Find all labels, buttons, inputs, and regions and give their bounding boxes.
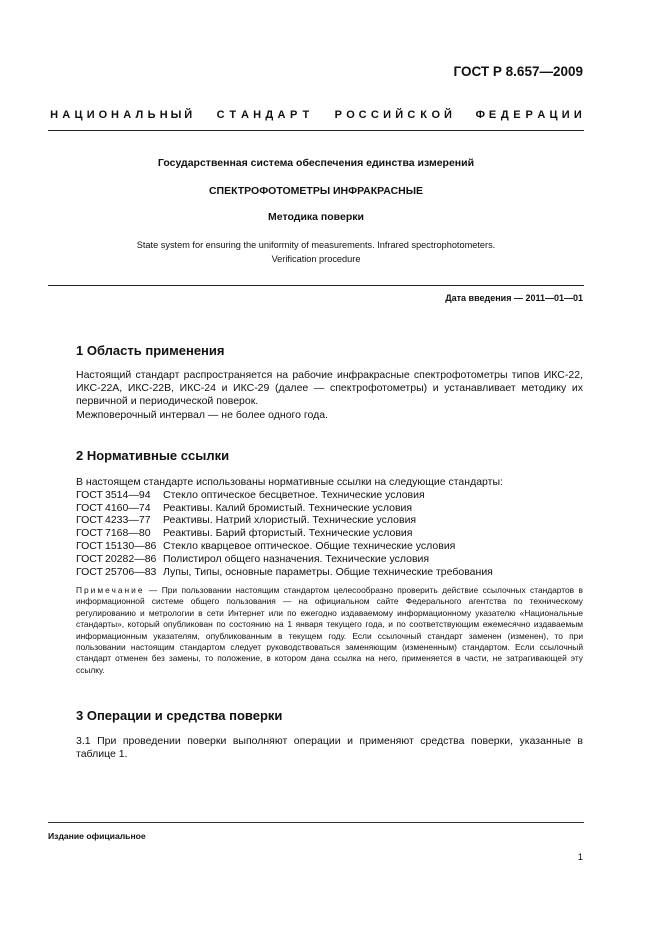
reference-list	[76, 476, 583, 578]
header-divider	[48, 130, 584, 131]
banner-letter: И	[86, 109, 95, 121]
reference-prefix: ГОСТ	[76, 552, 103, 565]
banner-word	[48, 109, 194, 121]
banner-letter: К	[420, 109, 427, 121]
banner-letter: Е	[488, 109, 497, 121]
banner-word	[214, 109, 312, 121]
banner-letter: О	[98, 109, 108, 121]
scope-text: Настоящий стандарт распространяется на рабочие инфракрасные спектрофотометры типов ИКС-22, ИКС-22А, ИКС-22В, ИКС-24 и ИКС-29 (далее — спектрофотометры) и устанавливает методику их первичной и периодической поверок.	[76, 369, 583, 408]
banner-letter: А	[537, 109, 546, 121]
note-block	[76, 585, 583, 676]
english-title	[48, 238, 584, 266]
banner-letter: И	[561, 109, 570, 121]
banner-letter: С	[407, 109, 416, 121]
banner-letter: Ф	[475, 109, 486, 121]
banner-letter: А	[277, 109, 286, 121]
gost-code: ГОСТ Р 8.657—2009	[453, 64, 583, 79]
reference-prefix: ГОСТ	[76, 539, 103, 552]
banner-letter: Л	[135, 109, 144, 121]
reference-prefix: ГОСТ	[76, 514, 103, 527]
banner-letter: Й	[395, 109, 404, 121]
banner-letter: И	[573, 109, 582, 121]
section-2-heading: 2 Нормативные ссылки	[76, 448, 230, 463]
reference-prefix: ГОСТ	[76, 501, 103, 514]
reference-prefix: ГОСТ	[76, 527, 103, 540]
banner-letter: Е	[513, 109, 521, 121]
banner-letter: Ы	[170, 109, 182, 121]
footer-divider	[48, 822, 584, 823]
reference-prefix: ГОСТ	[76, 488, 103, 501]
note-text: — При пользовании настоящим стандартом целесообразно проверить действие ссылочных стандартов в информационной системе общего пользования — на официальном сайте Федерального агентства по техническому регулированию и метрологии в сети Интернет или по ежегодно издаваемому информационному указателю «Национальные стандарты», который опубликован по состоянию на 1 января текущего года, и по соответствующим ежемесячно издаваемым информационным указателям, опубликованным в текущем году. Если ссылочный стандарт заменен (изменен), то при пользовании настоящим стандартом следует руководствоваться заменяющим (измененным) стандартом. Если ссылочный стандарт отменен без замены, то положение, в котором дана ссылка на него, применяется в части, не затрагивающей эту ссылку.	[76, 585, 583, 675]
banner-letter: С	[216, 109, 225, 121]
reference-number: 3514—94	[105, 488, 151, 501]
edition-label: Издание официальное	[48, 831, 146, 841]
banner-letter: Н	[159, 109, 168, 121]
section-1-paragraph	[76, 369, 583, 422]
banner-letter: Р	[334, 109, 342, 121]
references-intro: В настоящем стандарте использованы нормативные ссылки на следующие стандарты:	[76, 476, 503, 488]
reference-number: 7168—80	[105, 527, 151, 540]
reference-prefix: ГОСТ	[76, 565, 103, 578]
national-standard-banner	[48, 109, 584, 121]
banner-letter: Д	[265, 109, 274, 121]
reference-row	[76, 489, 583, 502]
banner-letter: Р	[525, 109, 533, 121]
banner-letter: Р	[290, 109, 298, 121]
reference-row	[76, 540, 583, 553]
section-3-paragraph: 3.1 При проведении поверки выполняют операции и применяют средства поверки, указанные в таблице 1.	[76, 735, 583, 761]
banner-letter: С	[370, 109, 379, 121]
reference-title: Стекло кварцевое оптическое. Общие технические условия	[163, 539, 456, 552]
banner-letter: А	[240, 109, 249, 121]
banner-letter: Н	[111, 109, 119, 121]
banner-letter: С	[358, 109, 367, 121]
banner-word	[332, 109, 454, 121]
title-divider	[48, 285, 584, 286]
reference-title: Лупы, Типы, основные параметры. Общие технические требования	[163, 565, 493, 578]
reference-title: Реактивы. Натрий хлористый. Технические условия	[163, 514, 417, 527]
reference-row	[76, 514, 583, 527]
banner-letter: Д	[500, 109, 509, 121]
banner-letter: Н	[50, 109, 59, 121]
system-title: Государственная система обеспечения единства измерений	[157, 157, 475, 169]
reference-row	[76, 527, 583, 540]
banner-letter: Т	[302, 109, 310, 121]
banner-letter: Т	[229, 109, 237, 121]
note-label: Примечание	[76, 585, 145, 595]
banner-letter: Й	[444, 109, 452, 121]
date-of-introduction: Дата введения — 2011—01—01	[445, 293, 583, 303]
banner-letter: О	[346, 109, 355, 121]
english-title-line: Verification procedure	[271, 254, 361, 264]
banner-letter: Ь	[147, 109, 156, 121]
page-number: 1	[577, 852, 583, 863]
reference-title: Реактивы. Барий фтористый. Технические условия	[163, 527, 413, 540]
reference-row	[76, 566, 583, 579]
main-title: СПЕКТРОФОТОМЕТРЫ ИНФРАКРАСНЫЕ	[208, 185, 424, 197]
reference-title: Реактивы. Калий бромистый. Технические условия	[163, 501, 413, 514]
section-1-heading: 1 Область применения	[76, 343, 225, 358]
reference-title: Полистирол общего назначения. Технические условия	[163, 552, 430, 565]
reference-row	[76, 502, 583, 515]
reference-number: 15130—86	[105, 539, 157, 552]
banner-letter: А	[123, 109, 132, 121]
english-title-line: State system for ensuring the uniformity of measurements. Infrared spectrophotometers.	[136, 240, 496, 250]
banner-letter: Й	[184, 109, 193, 121]
banner-letter: Н	[253, 109, 262, 121]
reference-number: 20282—86	[105, 552, 157, 565]
sub-title: Методика поверки	[268, 211, 364, 223]
reference-rows	[76, 489, 583, 579]
reference-row	[76, 553, 583, 566]
reference-number: 4233—77	[105, 514, 151, 527]
banner-letter: А	[62, 109, 71, 121]
reference-number: 25706—83	[105, 565, 157, 578]
banner-letter: И	[383, 109, 391, 121]
section-3-heading: 3 Операции и средства поверки	[76, 708, 283, 723]
reference-title: Стекло оптическое бесцветное. Технические условия	[163, 488, 425, 501]
banner-word	[474, 109, 584, 121]
reference-number: 4160—74	[105, 501, 151, 514]
banner-letter: Ц	[74, 109, 83, 121]
banner-letter: О	[431, 109, 441, 121]
interval-text: Межповерочный интервал — не более одного года.	[76, 408, 328, 421]
banner-letter: Ц	[549, 109, 558, 121]
